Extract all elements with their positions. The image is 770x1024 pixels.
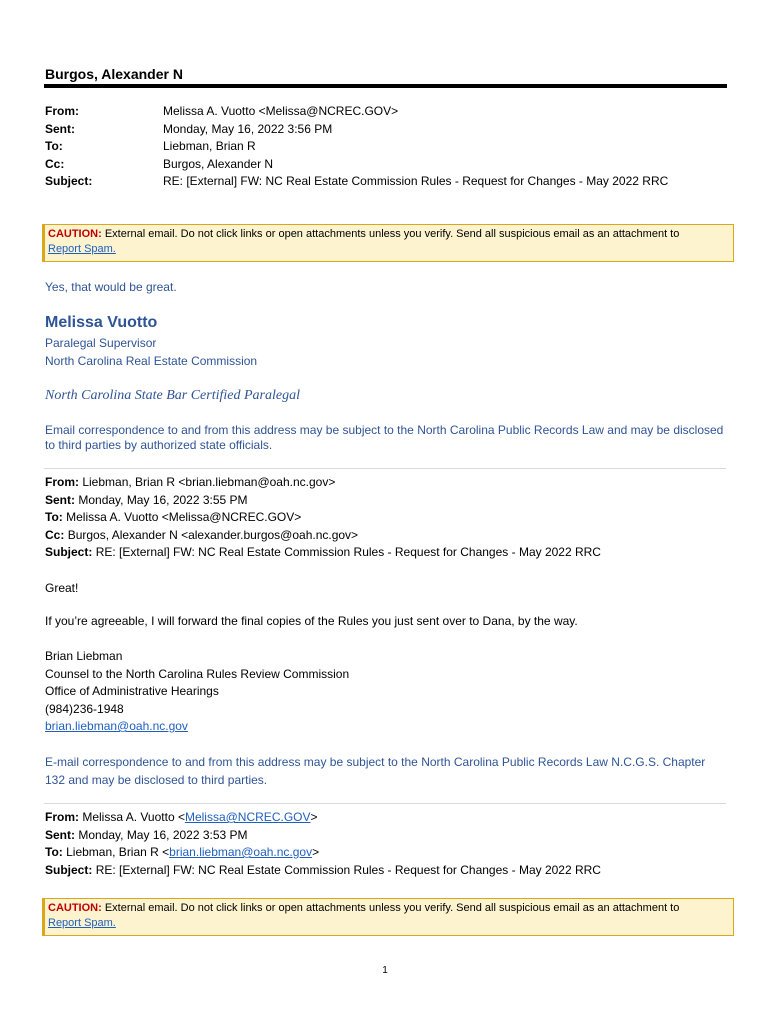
to-value: Liebman, Brian R	[163, 139, 256, 153]
header-subject-row	[45, 173, 668, 191]
header-cc-row	[45, 156, 668, 174]
message2-to: To: Melissa A. Vuotto <Melissa@NCREC.GOV>	[45, 510, 302, 524]
message-separator	[44, 803, 726, 804]
header-sent-row	[45, 121, 668, 139]
signature-title: Paralegal Supervisor	[45, 336, 157, 350]
message2-signature	[45, 648, 349, 736]
report-spam-link[interactable]: Report Spam.	[48, 243, 116, 255]
reply-text: Yes, that would be great.	[45, 280, 177, 294]
signature-certification: North Carolina State Bar Certified Paralegal	[45, 388, 300, 403]
report-spam-link[interactable]: Report Spam.	[48, 917, 116, 929]
cc-label: Cc:	[45, 156, 65, 171]
message2-sent: Sent: Monday, May 16, 2022 3:55 PM	[45, 492, 248, 507]
sig2-email-link[interactable]: brian.liebman@oah.nc.gov	[45, 719, 188, 733]
signature-disclaimer: Email correspondence to and from this address may be subject to the North Carolina Public Records Law and may be disclosed to third parties by authorized state officials.	[45, 423, 724, 452]
caution-label: CAUTION:	[48, 228, 102, 240]
page-title: Burgos, Alexander N	[45, 66, 183, 82]
message3-to-email-link[interactable]: brian.liebman@oah.nc.gov	[169, 845, 313, 859]
email-header-fields	[45, 103, 668, 191]
message2-body: If you’re agreeable, I will forward the final copies of the Rules you just sent over to Dana, by the way.	[45, 614, 578, 628]
sent-value: Monday, May 16, 2022 3:56 PM	[163, 121, 333, 136]
message3-from-email-link[interactable]: Melissa@NCREC.GOV	[184, 810, 311, 824]
message3-to: To: Liebman, Brian R <brian.liebman@oah.nc.gov>	[45, 845, 320, 859]
page-number: 1	[382, 965, 388, 976]
message3-sent: Sent: Monday, May 16, 2022 3:53 PM	[45, 827, 248, 842]
sent-label: Sent:	[45, 121, 75, 136]
sig2-phone: (984)236-1948	[45, 701, 124, 716]
message3-header	[45, 809, 601, 879]
message2-from: From: Liebman, Brian R <brian.liebman@oah.nc.gov>	[45, 475, 336, 489]
message3-subject: Subject: RE: [External] FW: NC Real Estate Commission Rules - Request for Changes - May 2022 RRC	[45, 862, 601, 877]
caution-banner	[42, 224, 734, 262]
message3-from: From: Melissa A. Vuotto <Melissa@NCREC.GOV>	[45, 810, 318, 824]
sig2-name: Brian Liebman	[45, 649, 123, 663]
to-label: To:	[45, 139, 63, 153]
signature-name: Melissa Vuotto	[45, 314, 158, 331]
message2-disclaimer: E-mail correspondence to and from this address may be subject to the North Carolina Public Records Law N.C.G.S. Chapter 132 and may be disclosed to third parties.	[45, 755, 706, 787]
subject-label: Subject:	[45, 174, 93, 188]
caution-label: CAUTION:	[48, 902, 102, 914]
caution-text: External email. Do not click links or open attachments unless you verify. Send all suspicious email as an attachment to	[101, 902, 680, 914]
signature-org: North Carolina Real Estate Commission	[45, 354, 258, 368]
subject-value: RE: [External] FW: NC Real Estate Commission Rules - Request for Changes - May 2022 RRC	[163, 174, 669, 188]
sig2-org: Office of Administrative Hearings	[45, 684, 219, 698]
title-divider	[44, 84, 727, 88]
from-value: Melissa A. Vuotto <Melissa@NCREC.GOV>	[163, 104, 399, 118]
message2-subject: Subject: RE: [External] FW: NC Real Estate Commission Rules - Request for Changes - May 2022 RRC	[45, 545, 601, 559]
header-to-row	[45, 138, 668, 156]
header-from-row	[45, 103, 668, 121]
message2-cc: Cc: Burgos, Alexander N <alexander.burgos@oah.nc.gov>	[45, 527, 359, 542]
cc-value: Burgos, Alexander N	[163, 156, 274, 171]
caution-banner	[42, 898, 734, 936]
message-separator	[44, 468, 726, 469]
message2-header	[45, 474, 601, 562]
from-label: From:	[45, 104, 79, 118]
caution-text: External email. Do not click links or open attachments unless you verify. Send all suspicious email as an attachment to	[101, 228, 680, 240]
message2-greeting: Great!	[45, 581, 79, 595]
sig2-title: Counsel to the North Carolina Rules Review Commission	[45, 666, 350, 681]
